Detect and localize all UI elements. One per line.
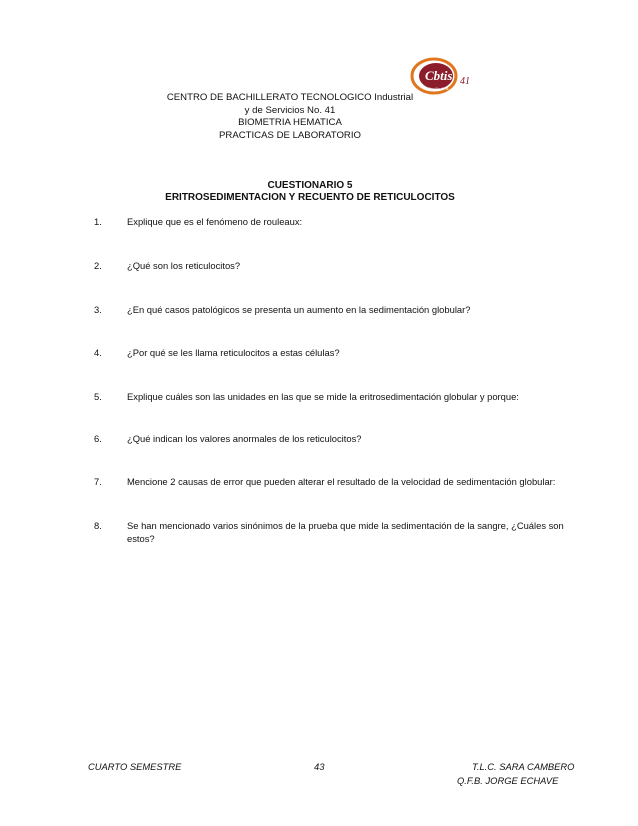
header-line-2: y de Servicios No. 41 [244,104,336,116]
footer-author-2: Q.F.B. JORGE ECHAVE [457,775,559,786]
footer-author-1: T.L.C. SARA CAMBERO [472,761,575,772]
footer-semester: CUARTO SEMESTRE [88,761,182,772]
question-item [94,346,584,359]
question-text: ¿Qué indican los valores anormales de los reticulocitos? [127,433,362,444]
questionnaire-title [150,180,470,204]
title-line-2: ERITROSEDIMENTACION Y RECUENTO DE RETICULOCITOS [165,192,455,203]
question-text: Se han mencionado varios sinónimos de la prueba que mide la sedimentación de la sangre, ¿Cuáles son estos? [127,520,564,544]
header-line-1: CENTRO DE BACHILLERATO TECNOLOGICO Industrial [166,92,414,103]
title-line-1: CUESTIONARIO 5 [267,180,353,191]
question-item [94,303,584,316]
question-item [94,519,584,545]
question-item [94,475,584,488]
header-line-3: BIOMETRIA HEMATICA [238,117,342,129]
question-text: Explique que es el fenómeno de rouleaux: [127,216,303,227]
svg-text:41: 41 [460,76,470,87]
question-text: Explique cuáles son las unidades en las que se mide la eritrosedimentación globular y porque: [127,391,519,402]
footer-page-number: 43 [314,761,325,772]
question-item [94,215,584,228]
svg-text:Cecilio A. B.: Cecilio A. B. [428,86,450,91]
question-item [94,390,584,403]
question-number: 5. [94,391,102,402]
question-text: Mencione 2 causas de error que pueden alterar el resultado de la velocidad de sedimentación globular: [127,476,556,487]
question-text: ¿Qué son los reticulocitos? [127,260,241,271]
question-number: 6. [94,433,102,444]
school-header [160,92,420,142]
header-line-4: PRACTICAS DE LABORATORIO [219,129,361,141]
question-number: 4. [94,347,102,358]
svg-text:Cbtis: Cbtis [425,68,453,83]
question-number: 3. [94,304,102,315]
question-number: 8. [94,520,102,531]
question-item [94,432,584,445]
question-number: 7. [94,476,102,487]
question-text: ¿En qué casos patológicos se presenta un aumento en la sedimentación globular? [127,304,471,315]
question-number: 2. [94,260,102,271]
question-text: ¿Por qué se les llama reticulocitos a estas células? [127,347,340,358]
question-number: 1. [94,216,102,227]
question-item [94,259,584,272]
